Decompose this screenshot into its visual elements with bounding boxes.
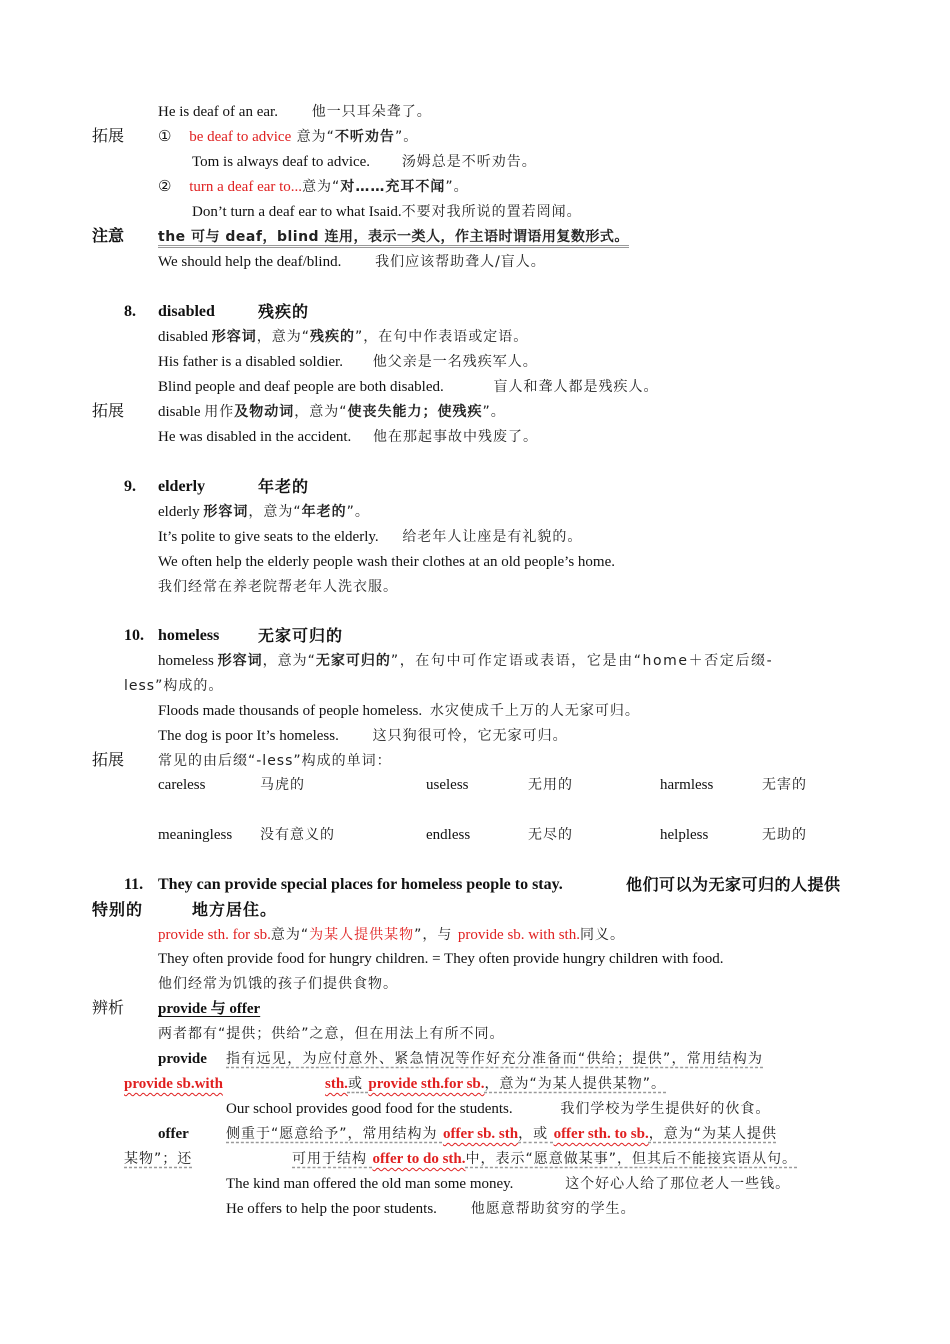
word: elderly [158, 504, 204, 520]
extension-item-2 [158, 176, 469, 198]
text: ”。 [482, 404, 506, 420]
item-number: ① [158, 129, 172, 145]
example-1 [158, 526, 582, 548]
definition [158, 501, 370, 523]
text: ”，在句中可作定语或表语，它是由“home＋否定后缀- [390, 653, 774, 669]
entry-number: 11. [124, 876, 144, 893]
extension-intro: 常见的由后缀“-less”构成的单词： [158, 753, 392, 769]
example-cn: 汤姆总是不听劝告。 [401, 154, 537, 170]
meaning: 无家可归的 [315, 653, 391, 669]
example-cn: 他父亲是一名残疾军人。 [372, 354, 538, 370]
example-cn: 给老年人让座是有礼貌的。 [402, 529, 583, 545]
extension [158, 401, 506, 423]
example-2-cn: 我们经常在养老院帮老年人洗衣服。 [158, 579, 398, 595]
comparison-title: provide 与 offer [158, 1001, 261, 1017]
phrase: provide sth.for sb. [368, 1076, 485, 1092]
entry-meaning: 无家可归的 [258, 626, 344, 645]
part-of-speech: 形容词 [211, 329, 257, 345]
definition-continued: less”构成的。 [124, 678, 224, 694]
text: 意为“ [302, 179, 341, 195]
entry-sentence-cn-cont: 地方居住。 [192, 900, 278, 919]
offer-example-2 [226, 1198, 636, 1220]
text: ”。 [394, 129, 419, 145]
provide-structure-2 [325, 1073, 666, 1095]
text: 用作 [204, 404, 235, 420]
part-of-speech: 及物动词 [234, 404, 295, 420]
word-list-item: useless [426, 777, 469, 793]
offer-description-cont: 某物”；还 [124, 1151, 193, 1167]
example-cn: 这只狗很可怜，它无家可归。 [372, 728, 568, 744]
text: 意为“ [291, 129, 335, 145]
text: 中，表示“愿意做某事”，但其后不能接宾语从句。 [465, 1151, 798, 1167]
word: disabled [158, 329, 212, 345]
example-en: He offers to help the poor students. [226, 1201, 437, 1217]
word-list-meaning: 没有意义的 [260, 827, 335, 843]
example-cn: 他愿意帮助贫穷的学生。 [470, 1201, 636, 1217]
label-extension: 拓展 [92, 403, 125, 420]
example-2-en: We often help the elderly people wash their clothes at an old people’s home. [158, 554, 615, 570]
label-note: 注意 [92, 228, 125, 245]
example-en: They often provide food for hungry children. = They often provide hungry children with food. [158, 951, 724, 967]
phrase: offer sb. sth [442, 1126, 519, 1142]
provide-structure-1 [124, 1073, 223, 1095]
entry-word: disabled [158, 303, 215, 320]
example-cn: 他在那起事故中残废了。 [373, 429, 539, 445]
word-list-item: helpless [660, 827, 709, 843]
entry-word: elderly [158, 478, 206, 495]
definition [158, 326, 528, 348]
example-en: His father is a disabled soldier. [158, 354, 343, 370]
entry-meaning: 残疾的 [258, 302, 310, 321]
deaf-example [158, 101, 432, 123]
entry-number: 9. [124, 478, 136, 495]
entry-word: homeless [158, 627, 220, 644]
word-list-item: careless [158, 777, 206, 793]
example-cn: 盲人和聋人都是残疾人。 [493, 379, 659, 395]
text: 或 [347, 1076, 369, 1092]
text: 可用于结构 [292, 1151, 373, 1167]
provide-label: provide [158, 1051, 207, 1067]
example-en: Tom is always deaf to advice. [192, 154, 371, 170]
extension-item-1-example [192, 151, 537, 173]
example-en: The dog is poor It’s homeless. [158, 728, 339, 744]
text: ，意为“ [248, 504, 302, 520]
example-cn: 水灾使成千上万的人无家可归。 [429, 703, 640, 719]
example-1 [158, 351, 538, 373]
offer-example-1 [226, 1173, 790, 1195]
word-list-item: harmless [660, 777, 714, 793]
example-en: Our school provides good food for the students. [226, 1101, 513, 1117]
word-list-meaning: 无用的 [528, 777, 573, 793]
entry-sentence: They can provide special places for homeless people to stay. [158, 876, 563, 893]
offer-label: offer [158, 1126, 189, 1142]
extension-item-2-example [192, 201, 582, 223]
word-list-meaning: 无尽的 [528, 827, 573, 843]
example-en: Floods made thousands of people homeless. [158, 703, 423, 719]
text: ”，在句中作表语或定语。 [355, 329, 529, 345]
entry-number: 8. [124, 303, 136, 320]
meaning: 残疾的 [310, 329, 356, 345]
text: ，或 [518, 1126, 554, 1142]
entry-sentence-cn: 他们可以为无家可归的人提供 [626, 875, 841, 894]
provide-example [226, 1098, 770, 1120]
phrase: turn a deaf ear to... [189, 179, 303, 195]
text: ，意为“ [256, 329, 311, 345]
note-text: the 可与 deaf，blind 连用，表示一类人，作主语时谓语用复数形式。 [158, 229, 629, 248]
definition [158, 650, 773, 672]
example-1 [158, 700, 640, 722]
example-cn: 这个好心人给了那位老人一些钱。 [565, 1176, 791, 1192]
extension-example [158, 426, 538, 448]
text: ”。 [445, 179, 469, 195]
text: ，意为“ [262, 653, 316, 669]
example-en: The kind man offered the old man some money. [226, 1176, 514, 1192]
example-cn: 不要对我所说的置若罔闻。 [401, 204, 582, 220]
example-en: Don’t turn a deaf ear to what Isaid. [192, 204, 402, 220]
example-en: Blind people and deaf people are both disabled. [158, 379, 444, 395]
provide-description: 指有远见，为应付意外、紧急情况等作好充分准备而“供给；提供”，常用结构为 [226, 1051, 764, 1067]
word: homeless [158, 653, 218, 669]
example-en: He was disabled in the accident. [158, 429, 352, 445]
word-list-meaning: 马虎的 [260, 777, 305, 793]
meaning: 为某人提供某物 [309, 927, 415, 943]
entry-sentence-cn-cont: 特别的 [92, 900, 144, 919]
phrase: provide sth. for sb. [158, 927, 271, 943]
example-cn: 我们学校为学生提供好的伙食。 [560, 1101, 771, 1117]
text: 同义。 [579, 927, 625, 943]
phrase: offer to do sth. [372, 1151, 466, 1167]
comparison-intro: 两者都有“提供；供给”之意，但在用法上有所不同。 [158, 1026, 505, 1042]
word-list-item: endless [426, 827, 471, 843]
example-2 [158, 376, 659, 398]
meaning: 不听劝告 [334, 129, 395, 145]
label-extension: 拓展 [92, 128, 125, 145]
example-cn: 他一只耳朵聋了。 [311, 104, 432, 120]
word: disable [158, 404, 205, 420]
example-en: It’s polite to give seats to the elderly. [158, 529, 379, 545]
example-en: He is deaf of an ear. [158, 104, 278, 120]
extension-item-1 [158, 126, 418, 148]
meaning: 对……充耳不闻 [340, 179, 446, 195]
note [158, 226, 629, 248]
text: ”，与 [414, 927, 458, 943]
phrase: be deaf to advice [189, 129, 292, 145]
definition [158, 924, 625, 946]
example-cn: 他们经常为饥饿的孩子们提供食物。 [158, 976, 398, 992]
phrase: sth. [325, 1076, 348, 1092]
offer-description [226, 1123, 777, 1145]
word-list-meaning: 无害的 [762, 777, 807, 793]
text: 意为“ [270, 927, 310, 943]
part-of-speech: 形容词 [203, 504, 249, 520]
example-2 [158, 725, 568, 747]
entry-number: 10. [124, 627, 144, 644]
meaning: 年老的 [301, 504, 347, 520]
label-comparison: 辨析 [92, 1000, 125, 1017]
item-number: ② [158, 179, 172, 195]
label-extension: 拓展 [92, 752, 125, 769]
phrase: provide sb.with [124, 1076, 223, 1092]
text: 侧重于“愿意给予”，常用结构为 [226, 1126, 443, 1142]
text: ，意为“为某人提供 [648, 1126, 777, 1142]
text: ”。 [346, 504, 370, 520]
word-list-item: meaningless [158, 827, 233, 843]
entry-meaning: 年老的 [258, 477, 310, 496]
text: ，意为“为某人提供某物”。 [484, 1076, 667, 1092]
offer-description-cont [292, 1148, 797, 1170]
part-of-speech: 形容词 [217, 653, 263, 669]
text: ，意为“ [294, 404, 348, 420]
example-en: We should help the deaf/blind. [158, 254, 342, 270]
meaning: 使丧失能力；使残疾 [347, 404, 483, 420]
example-cn: 我们应该帮助聋人/盲人。 [375, 254, 546, 270]
phrase: offer sth. to sb. [553, 1126, 649, 1142]
word-list-meaning: 无助的 [762, 827, 807, 843]
note-example [158, 251, 546, 273]
phrase: provide sb. with sth. [457, 927, 580, 943]
